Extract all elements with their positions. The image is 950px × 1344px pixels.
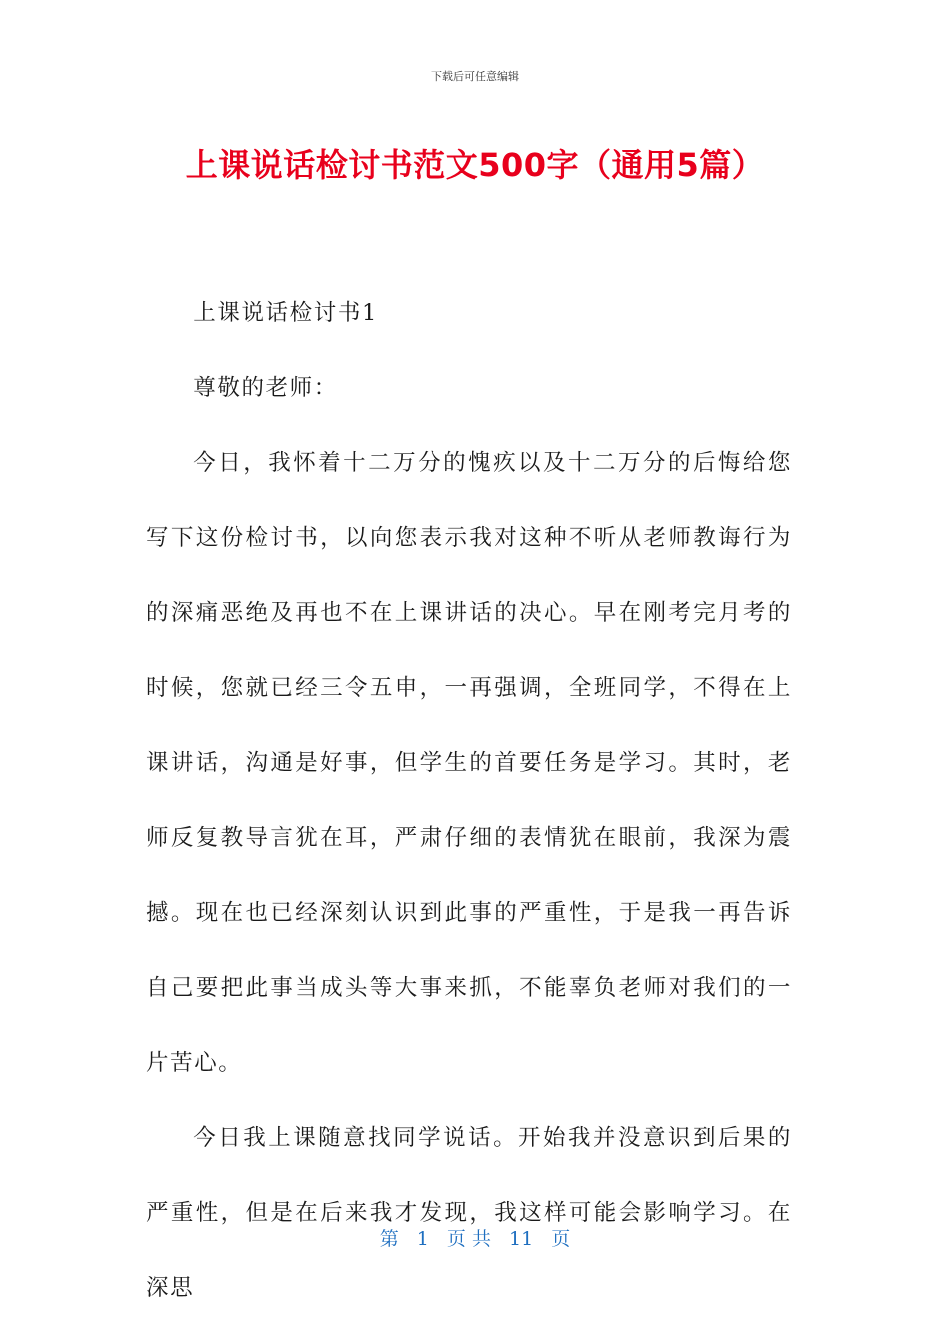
body-paragraph: 今日，我怀着十二万分的愧疚以及十二万分的后悔给您写下这份检讨书，以向您表示我对这种不听从老师教诲行为的深痛恶绝及再也不在上课讲话的决心。早在刚考完月考的时候，您就已经三令五申，一再强调，全班同学，不得在上课讲话，沟通是好事，但学生的首要任务是学习。其时，老师反复教导言犹在耳，严肃仔细的表情犹在眼前，我深为震撼。现在也已经深刻认识到此事的严重性，于是我一再告诉自己要把此事当成头等大事来抓，不能辜负老师对我们的一片苦心。	[146, 450, 792, 1076]
page-number-footer	[0, 1224, 950, 1251]
body-paragraph: 今日我上课随意找同学说话。开始我并没意识到后果的严重性，但是在后来我才发现，我这样可能会影响学习。在深思	[146, 1125, 792, 1301]
footer-suffix: 页	[551, 1228, 571, 1250]
salutation: 尊敬的老师：	[193, 375, 338, 401]
current-page-number: 1	[416, 1228, 429, 1250]
header-note: 下载后可任意编辑	[431, 70, 519, 83]
footer-middle: 页 共	[446, 1228, 491, 1250]
footer-prefix: 第	[379, 1228, 399, 1250]
section-heading: 上课说话检讨书1	[193, 300, 378, 326]
document-body	[146, 276, 792, 1326]
document-title: 上课说话检讨书范文500字（通用5篇）	[185, 146, 765, 184]
total-page-count: 11	[509, 1228, 534, 1250]
